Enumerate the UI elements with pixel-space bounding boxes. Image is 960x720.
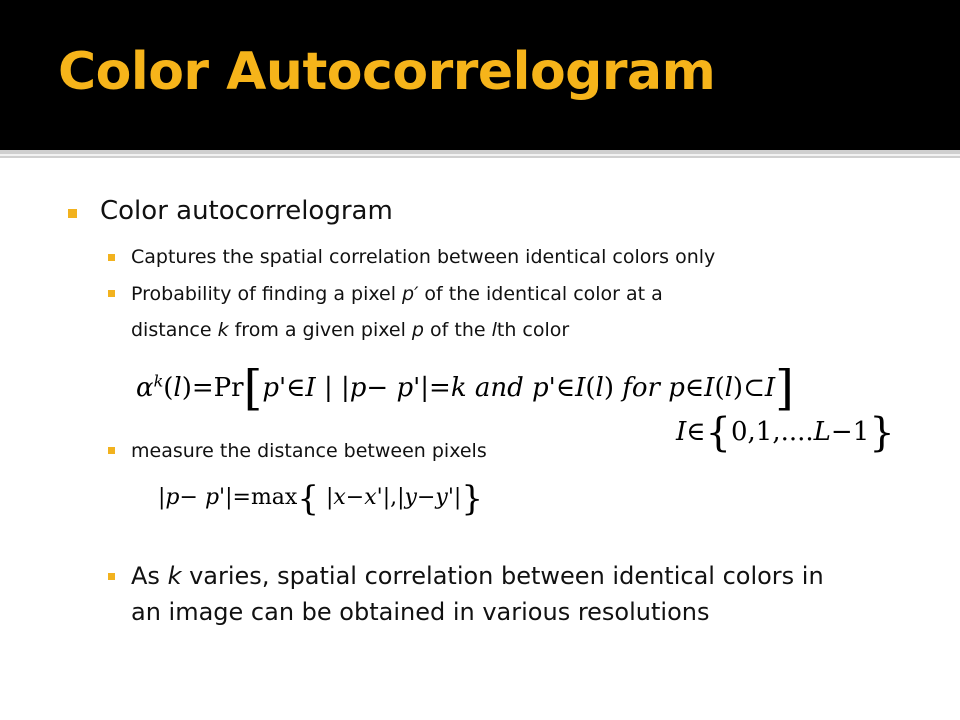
bullet-main: Color autocorrelogram: [100, 196, 393, 226]
distance-equation: |p− p'|=max{ |x−x'|,|y−y'|}: [158, 479, 483, 519]
autocorrelogram-equation: $\alpha^k(l)=Pr[p'\in I$ | |p− p'|=k and p'∈I(l) for p∈I(l)⊂I]: [136, 360, 794, 416]
sub-bullet-spatial-correlation: Captures the spatial correlation between identical colors only: [131, 246, 716, 268]
slide-title: Color Autocorrelogram: [58, 42, 716, 102]
bullet-square-icon: [108, 447, 115, 454]
title-divider-highlight: [0, 154, 960, 156]
bullet-square-icon: [108, 573, 115, 580]
bullet-square-icon: [108, 254, 115, 261]
sub-bullet-probability-line2: distance k from a given pixel p of the lth color: [131, 319, 570, 341]
sub-bullet-distance: measure the distance between pixels: [131, 440, 487, 462]
sub-bullet-varies-line2: an image can be obtained in various resolutions: [131, 598, 710, 626]
bullet-square-icon: [108, 290, 115, 297]
sub-bullet-probability-line1: Probability of finding a pixel p′ of the identical color at a: [131, 283, 663, 305]
sub-bullet-varies-line1: As k varies, spatial correlation between identical colors in: [131, 562, 824, 590]
color-range-equation: I∈{0,1,....L−1}: [676, 410, 895, 456]
bullet-square-icon: [68, 209, 77, 218]
